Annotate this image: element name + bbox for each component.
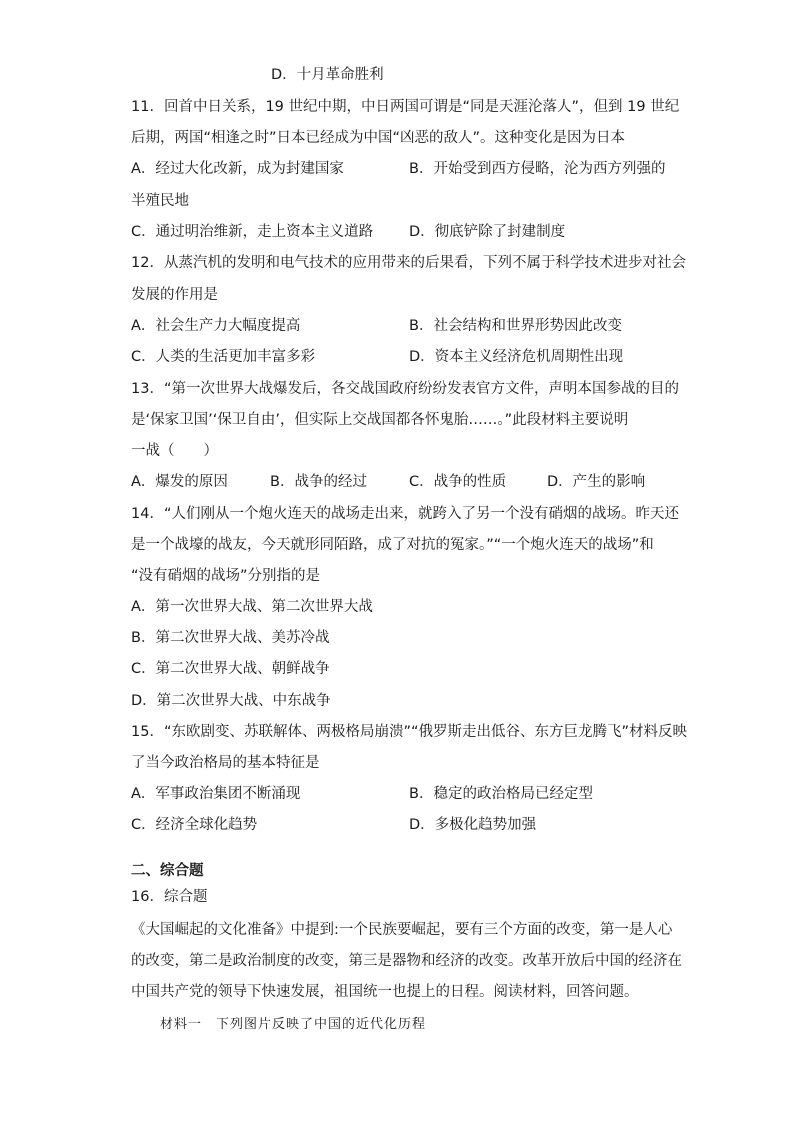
q12-stem-line1: 12．从蒸汽机的发明和电气技术的应用带来的后果看，下列不属于科学技术进步对社会	[131, 255, 686, 271]
section-heading: 二、综合题	[131, 863, 204, 879]
q11-stem-line2: 后期，两国“相逢之时”日本已经成为中国“凶恶的敌人”。这种变化是因为日本	[131, 130, 626, 146]
q12-option-b: B．社会结构和世界形势因此改变	[409, 318, 622, 334]
q16-paragraph-line2: 的改变，第二是政治制度的改变，第三是器物和经济的改变。改革开放后中国的经济在	[131, 953, 682, 969]
q14-stem-line1: 14．“人们刚从一个炮火连天的战场走出来，就跨入了另一个没有硝烟的战场。昨天还	[131, 506, 679, 522]
q13-option-d: D．产生的影响	[547, 474, 646, 490]
q13-option-a: A．爆发的原因	[131, 474, 228, 490]
q15-stem-line1: 15．“东欧剧变、苏联解体、两极格局崩溃”“俄罗斯走出低谷、东方巨龙腾飞”材料反映	[131, 724, 687, 740]
material-caption: 材料一 下列图片反映了中国的近代化历程	[160, 1017, 427, 1032]
q12-options-row1	[131, 317, 671, 335]
q13-option-b: B．战争的经过	[270, 474, 367, 490]
q14-option-b: B．第二次世界大战、美苏冷战	[131, 630, 330, 646]
q16-label: 16．综合题	[131, 889, 208, 905]
q11-option-b: B．开始受到西方侵略，沦为西方列强的	[409, 161, 666, 177]
q11-options-row1	[131, 160, 671, 178]
q14-option-d: D．第二次世界大战、中东战争	[131, 693, 331, 709]
q12-options-row2	[131, 348, 671, 366]
q11-option-d: D．彻底铲除了封建制度	[409, 224, 566, 240]
q13-stem-line3: 一战（ ）	[131, 443, 218, 459]
q15-option-a: A．军事政治集团不断涌现	[131, 786, 301, 802]
q13-stem-line1: 13．“第一次世界大战爆发后，各交战国政府纷纷发表官方文件，声明本国参战的目的	[131, 381, 679, 397]
q12-option-c: C．人类的生活更加丰富多彩	[131, 349, 316, 365]
q15-option-c: C．经济全球化趋势	[131, 817, 258, 833]
q15-option-b: B．稳定的政治格局已经定型	[409, 786, 593, 802]
q11-options-row2	[131, 223, 671, 241]
q11-option-b-cont: 半殖民地	[131, 193, 189, 209]
q13-stem-line2: 是‘保家卫国’‘保卫自由’，但实际上交战国都各怀鬼胎……。”此段材料主要说明	[131, 412, 629, 428]
q12-stem-line2: 发展的作用是	[131, 287, 218, 303]
q15-options-row1	[131, 785, 671, 803]
q11-stem-line1: 11．回首中日关系，19 世纪中期，中日两国可谓是“同是天涯沦落人”，但到 19 世纪	[131, 99, 680, 115]
q16-paragraph-line1: 《大国崛起的文化准备》中提到:一个民族要崛起，要有三个方面的改变，第一是人心	[131, 922, 673, 938]
q16-paragraph-line3: 中国共产党的领导下快速发展，祖国统一也提上的日程。阅读材料，回答问题。	[131, 984, 639, 1000]
q14-option-a: A．第一次世界大战、第二次世界大战	[131, 599, 373, 615]
q14-option-c: C．第二次世界大战、朝鲜战争	[131, 661, 330, 677]
q14-stem-line2: 是一个战壕的战友，今天就形同陌路，成了对抗的冤家。”“一个炮火连天的战场”和	[131, 537, 654, 553]
q15-options-row2	[131, 816, 671, 834]
q15-option-d: D．多极化趋势加强	[409, 817, 537, 833]
q11-option-a: A．经过大化改新，成为封建国家	[131, 161, 344, 177]
q14-stem-line3: “没有硝烟的战场”分别指的是	[131, 568, 321, 584]
q12-option-d: D．资本主义经济危机周期性出现	[409, 349, 624, 365]
q11-option-c: C．通过明治维新，走上资本主义道路	[131, 224, 374, 240]
q15-stem-line2: 了当今政治格局的基本特征是	[131, 755, 320, 771]
q13-option-c: C．战争的性质	[409, 474, 507, 490]
q10-option-d: D．十月革命胜利	[271, 67, 384, 83]
q12-option-a: A．社会生产力大幅度提高	[131, 318, 301, 334]
